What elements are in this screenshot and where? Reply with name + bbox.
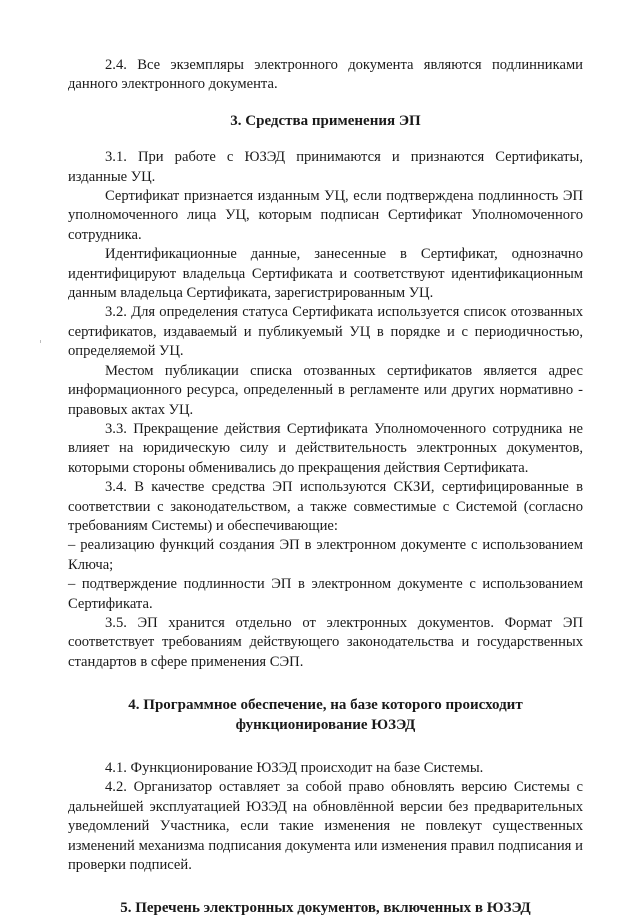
section-4-heading-line-1: 4. Программное обеспечение, на базе которого происходит — [128, 697, 523, 714]
paragraph-3-2a: 3.2. Для определения статуса Сертификата используется список отозванных сертификатов, издаваемый и публикуемый УЦ в порядке и с периодичностью, определяемой УЦ. — [68, 304, 583, 360]
section-3-heading: 3. Средства применения ЭП — [230, 112, 421, 129]
section-4-heading-line-2: функционирование ЮЗЭД — [235, 716, 416, 733]
paragraph-4-2: 4.2. Организатор оставляет за собой право обновлять версию Системы с дальнейшей эксплуатацией ЮЗЭД на обновлённой версии без предварительных уведомлений Участника, если такие изменения не повлекут существенных изменений механизма подписания документа или изменения правил подписания и проверки подписей. — [68, 779, 583, 874]
paragraph-3-3: 3.3. Прекращение действия Сертификата Уполномоченного сотрудника не влияет на юридическую силу и действительность электронных документов, которыми стороны обменивались до прекращения действия Сертификата. — [68, 420, 583, 476]
document-body — [68, 56, 583, 919]
paragraph-4-1: 4.1. Функционирование ЮЗЭД происходит на базе Системы. — [105, 760, 484, 776]
paragraph-3-4-item-1: – реализацию функций создания ЭП в электронном документе с использованием Ключа; — [68, 537, 583, 573]
scan-artifact-mark — [40, 340, 41, 343]
paragraph-3-4-item-2: – подтверждение подлинности ЭП в электронном документе с использованием Сертификата. — [68, 576, 583, 612]
paragraph-3-1c: Идентификационные данные, занесенные в Сертификат, однозначно идентифицируют владельца Сертификата и соответствуют идентификационным данным владельца Сертификата, зарегистрированным УЦ. — [68, 246, 583, 302]
paragraph-3-4: 3.4. В качестве средства ЭП используются СКЗИ, сертифицированные в соответствии с законодательством, а также совместимые с Системой (согласно требованиям Системы) и обеспечивающие: — [68, 479, 583, 534]
section-5-heading: 5. Перечень электронных документов, включенных в ЮЗЭД — [120, 900, 531, 917]
paragraph-2-4: 2.4. Все экземпляры электронного документа являются подлинниками данного электронного документа. — [68, 57, 583, 93]
paragraph-3-5: 3.5. ЭП хранится отдельно от электронных документов. Формат ЭП соответствует требованиям действующего законодательства и государственных стандартов в сфере применения СЭП. — [68, 614, 583, 670]
paragraph-3-1b: Сертификат признается изданным УЦ, если подтверждена подлинность ЭП уполномоченного лица УЦ, которым подписан Сертификат Уполномоченного сотрудника. — [68, 188, 583, 243]
paragraph-3-1a: 3.1. При работе с ЮЗЭД принимаются и признаются Сертификаты, изданные УЦ. — [68, 149, 583, 185]
paragraph-3-2b: Местом публикации списка отозванных сертификатов является адрес информационного ресурса, определенный в регламенте или других нормативно - правовых актах УЦ. — [68, 362, 583, 418]
